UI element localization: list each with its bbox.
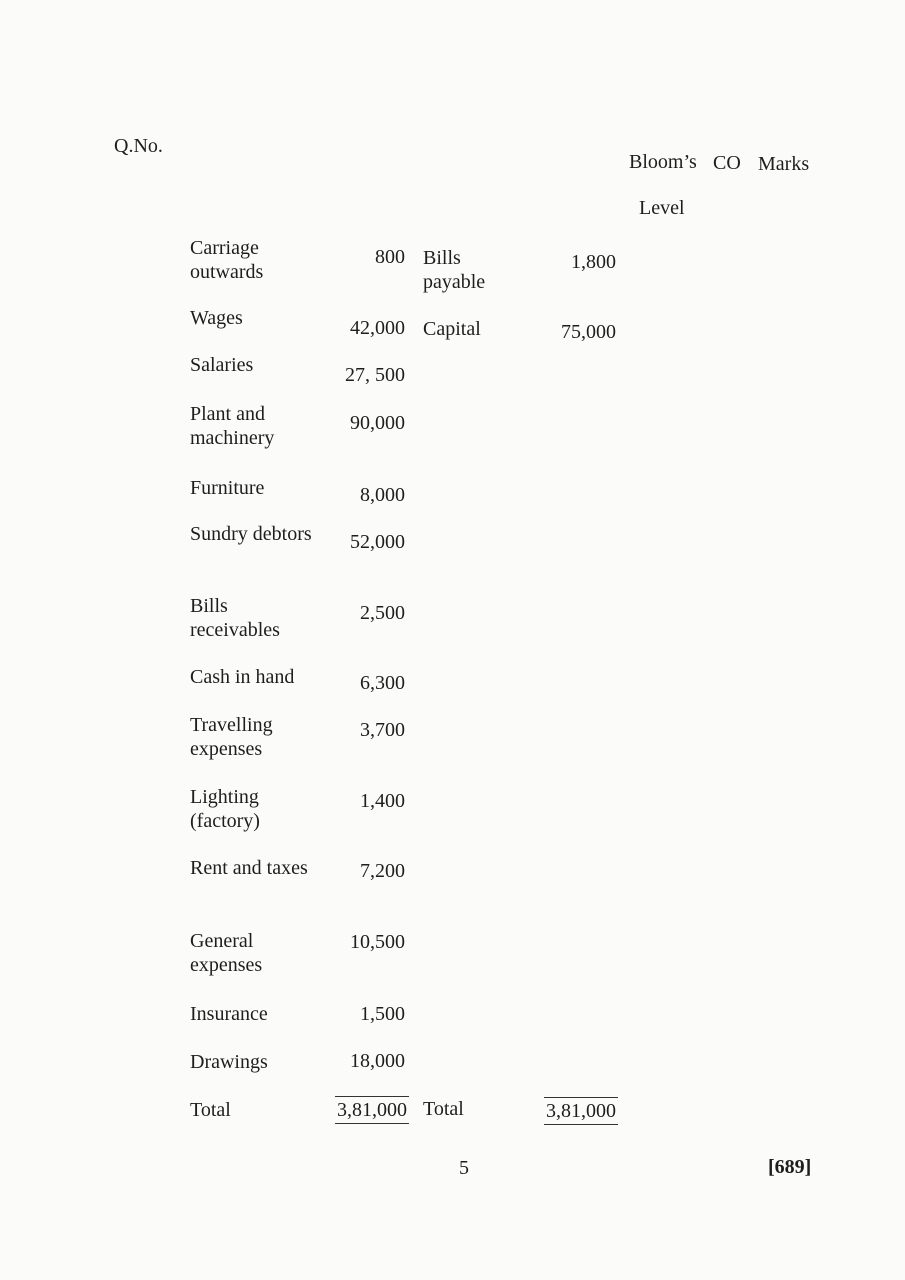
debit-amount: 90,000: [350, 412, 405, 434]
debit-amount: 7,200: [360, 860, 405, 882]
debit-amount: 42,000: [350, 317, 405, 339]
debit-amount: 1,500: [360, 1003, 405, 1025]
paper-code: [689]: [768, 1156, 812, 1178]
debit-label: Drawings: [190, 1051, 268, 1073]
credit-total-amount: 3,81,000: [544, 1097, 618, 1125]
debit-label: Sundry debtors: [190, 523, 312, 545]
debit-label: Travelling expenses: [190, 714, 273, 760]
debit-label: Insurance: [190, 1003, 268, 1025]
debit-label: Wages: [190, 307, 243, 329]
credit-label: Capital: [423, 318, 481, 340]
question-number-heading: Q.No.: [114, 135, 163, 157]
debit-label: Lighting (factory): [190, 786, 260, 832]
debit-label: Bills receivables: [190, 595, 280, 641]
co-heading: CO: [713, 152, 741, 174]
credit-label: Bills payable: [423, 247, 486, 293]
debit-amount: 1,400: [360, 790, 405, 812]
level-heading: Level: [639, 197, 685, 219]
debit-amount: 2,500: [360, 602, 405, 624]
debit-amount: 8,000: [360, 484, 405, 506]
debit-label: Rent and taxes: [190, 857, 308, 879]
debit-label: Furniture: [190, 477, 265, 499]
blooms-heading: Bloom’s: [629, 151, 697, 173]
debit-amount: 27, 500: [345, 364, 405, 386]
debit-label: Carriage outwards: [190, 237, 264, 283]
credit-total-label: Total: [423, 1098, 464, 1120]
debit-amount: 6,300: [360, 672, 405, 694]
debit-amount: 800: [375, 246, 405, 268]
debit-amount: 3,700: [360, 719, 405, 741]
debit-amount: 10,500: [350, 931, 405, 953]
debit-amount: 18,000: [350, 1050, 405, 1072]
debit-label: Cash in hand: [190, 666, 295, 688]
marks-heading: Marks: [758, 153, 810, 175]
debit-label: General expenses: [190, 930, 263, 976]
credit-amount: 75,000: [561, 321, 616, 343]
debit-amount: 52,000: [350, 531, 405, 553]
debit-label: Salaries: [190, 354, 254, 376]
debit-total-label: Total: [190, 1099, 231, 1121]
debit-label: Plant and machinery: [190, 403, 275, 449]
credit-amount: 1,800: [571, 251, 616, 273]
page-number: 5: [459, 1157, 469, 1179]
debit-total-amount: 3,81,000: [335, 1096, 409, 1124]
